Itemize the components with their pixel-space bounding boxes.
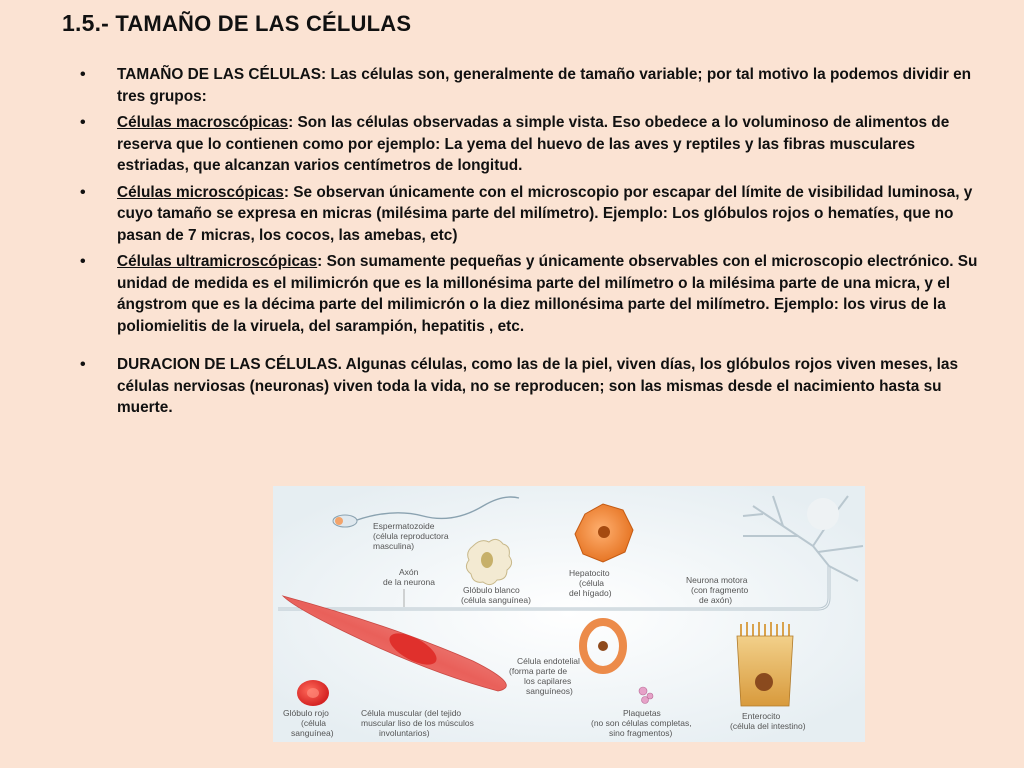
label-plaquetas-2: (no son células completas, xyxy=(591,718,692,728)
bullet-lead: Células ultramicroscópicas xyxy=(117,253,318,270)
label-espermatozoide-1: Espermatozoide xyxy=(373,521,435,531)
label-espermatozoide-2: (célula reproductora xyxy=(373,531,449,541)
bullet-list xyxy=(80,64,985,424)
page-title xyxy=(62,10,411,37)
label-neurona-2: (con fragmento xyxy=(691,585,749,595)
title-text: TAMAÑO DE LAS CÉLULAS xyxy=(115,11,412,36)
bullet-text: : Son sumamente pequeñas y únicamente observables con el microscopio electrónico. Su unidad de medida es el milimicrón que es la millonésima parte del milímetro o la milésima parte de una micra, y el ángstrom que es la décima parte del milimicrón o la diez millonésima parte del milímetro. Ejemplo: los virus de la poliomielitis de la viruela, del sarampión, hepatitis , etc. xyxy=(117,253,978,335)
label-axon-2: de la neurona xyxy=(383,577,435,587)
bullet-lead: Células macroscópicas xyxy=(117,114,289,131)
cell-types-figure xyxy=(273,486,865,742)
bullet-text: : Se observan únicamente con el microscopio por escapar del límite de visibilidad luminosa, y cuyo tamaño se expresa en micras (milésima parte del milímetro). Ejemplo: Los glóbulos rojos o hematíes, que no pasan de 7 micras, los cocos, las amebas, etc) xyxy=(117,183,973,244)
bullet-text: : Son las células observadas a simple vista. Eso obedece a lo voluminoso de alimentos de reserva que lo contienen como por ejemplo: La yema del huevo de las aves y reptiles y las fibras musculares estriadas, que alcanzan varios centímetros de longitud. xyxy=(117,114,950,174)
label-muscular-2: muscular liso de los músculos xyxy=(361,718,474,728)
label-enterocito-1: Enterocito xyxy=(742,711,781,721)
label-muscular-3: involuntarios) xyxy=(379,728,430,738)
label-hepatocito-2: (célula xyxy=(579,578,605,588)
label-endotelial-3: los capilares xyxy=(524,676,572,686)
globulo-blanco-cell xyxy=(466,539,511,584)
cell-illustration xyxy=(273,486,865,742)
title-number: 1.5.- xyxy=(62,10,110,36)
bullet-text: TAMAÑO DE LAS CÉLULAS: Las células son, generalmente de tamaño variable; por tal motivo la podemos dividir en tres grupos: xyxy=(117,66,972,105)
label-globulo-blanco-2: (célula sanguínea) xyxy=(461,595,531,605)
label-plaquetas-3: sino fragmentos) xyxy=(609,728,673,738)
label-neurona-1: Neurona motora xyxy=(686,575,748,585)
label-hepatocito-3: del hígado) xyxy=(569,588,612,598)
label-neurona-3: de axón) xyxy=(699,595,733,605)
label-globulo-blanco-1: Glóbulo blanco xyxy=(463,585,520,595)
globulo-rojo-cell xyxy=(297,680,329,706)
label-axon-1: Axón xyxy=(399,567,419,577)
label-enterocito-2: (célula del intestino) xyxy=(730,721,806,731)
label-globulo-rojo-2: (célula xyxy=(301,718,327,728)
bullet-item-macroscopicas xyxy=(80,112,985,177)
bullet-text: DURACION DE LAS CÉLULAS. Algunas células, como las de la piel, viven días, los glóbulos rojos viven meses, las células nerviosas (neuronas) viven toda la vida, no se reproducen; son las mismas desde el nacimiento hasta su muerte. xyxy=(117,356,959,416)
label-espermatozoide-3: masculina) xyxy=(373,541,415,551)
label-endotelial-4: sanguíneos) xyxy=(526,686,573,696)
label-endotelial-1: Célula endotelial xyxy=(517,656,580,666)
label-globulo-rojo-1: Glóbulo rojo xyxy=(283,708,329,718)
bullet-item-ultramicroscopicas xyxy=(80,251,985,337)
label-muscular-1: Célula muscular (del tejido xyxy=(361,708,462,718)
label-hepatocito-1: Hepatocito xyxy=(569,568,610,578)
bullet-item-microscopicas xyxy=(80,182,985,247)
label-endotelial-2: (forma parte de xyxy=(509,666,568,676)
bullet-item-tamano xyxy=(80,64,985,107)
bullet-item-duracion xyxy=(80,354,985,419)
bullet-lead: Células microscópicas xyxy=(117,183,284,201)
label-plaquetas-1: Plaquetas xyxy=(623,708,661,718)
label-globulo-rojo-3: sanguínea) xyxy=(291,728,334,738)
